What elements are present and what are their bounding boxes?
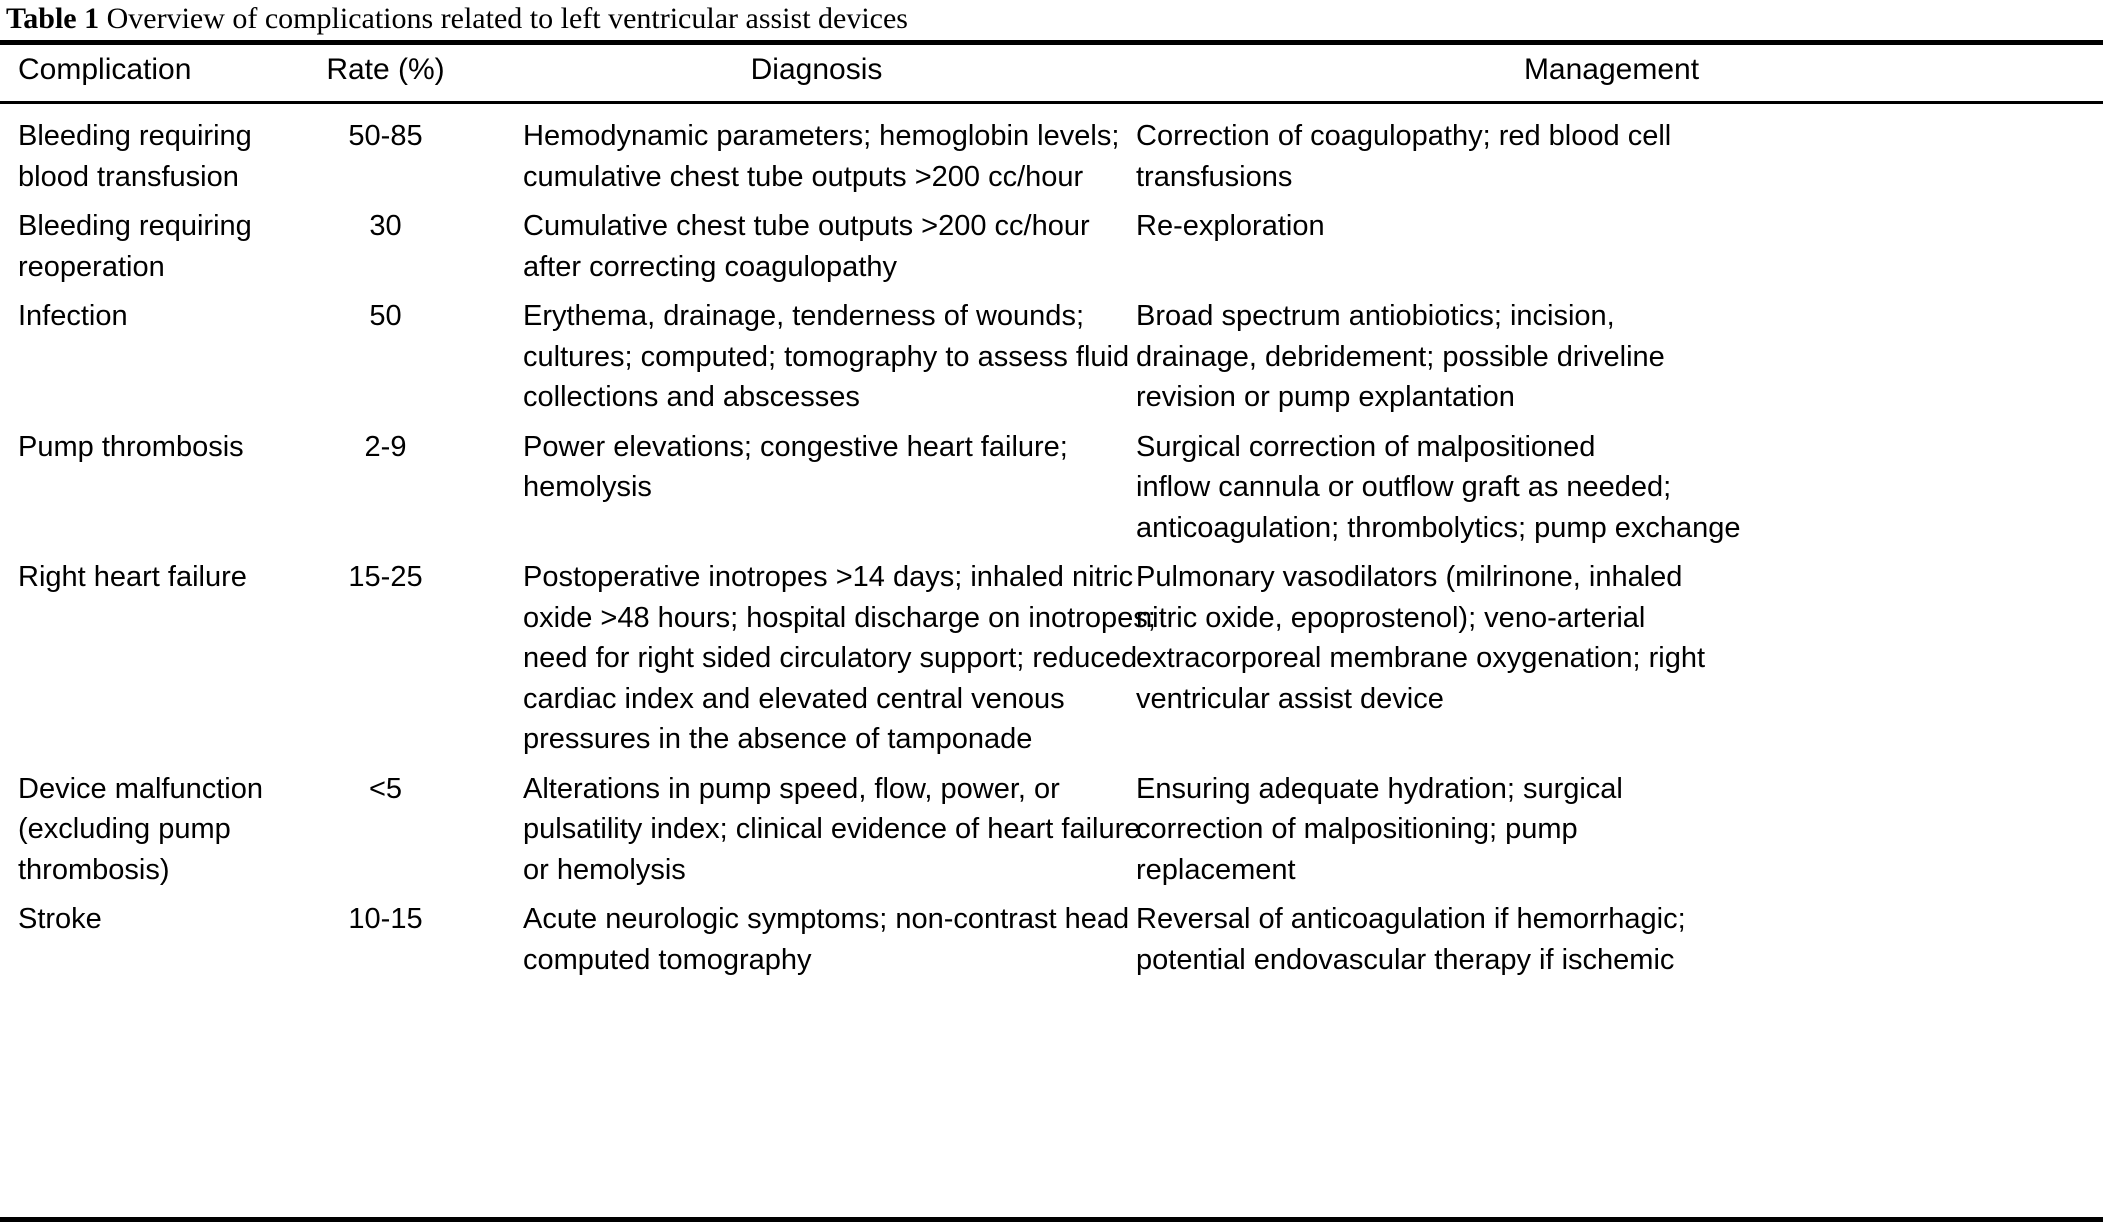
cell-line: transfusions <box>1136 160 1293 193</box>
cell-line: ventricular assist device <box>1136 682 1444 715</box>
table-cell-complication <box>0 418 258 549</box>
table-caption-label: Table 1 <box>6 2 100 35</box>
cell-line: Re-exploration <box>1136 210 1325 242</box>
cell-line: nitric oxide, epoprostenol); veno-arterial <box>1136 601 1646 634</box>
cell-line: after correcting coagulopathy <box>523 250 897 283</box>
table-cell-management <box>1120 760 2103 891</box>
table-cell-complication <box>0 760 263 891</box>
table-cell-management <box>1120 548 2103 760</box>
table-cell-complication <box>0 104 258 197</box>
table-row <box>0 197 2103 287</box>
table-cell-diagnosis <box>513 760 1141 891</box>
cell-line: Stroke <box>18 903 102 935</box>
cell-line: pulsatility index; clinical evidence of heart failure <box>523 813 1141 845</box>
cell-line: Ensuring adequate hydration; surgical <box>1136 772 1623 805</box>
table-cell-management <box>1120 197 2103 287</box>
cell-line: collections and abscesses <box>523 381 860 413</box>
column-header-complication: Complication <box>18 53 192 86</box>
table-cell-rate: 2-9 <box>364 430 407 463</box>
table-cell-diagnosis <box>513 287 1130 418</box>
table-bottom-rule <box>0 1217 2103 1222</box>
table-caption-text: Overview of complications related to left ventricular assist devices <box>106 2 908 35</box>
cell-line: potential endovascular therapy if ischemic <box>1136 943 1675 976</box>
column-header-management: Management <box>1523 53 1700 86</box>
cell-line: Pump thrombosis <box>18 430 244 463</box>
table-cell-diagnosis <box>513 418 1120 549</box>
table-cell-diagnosis <box>513 890 1130 980</box>
cell-line: (excluding pump <box>18 813 231 845</box>
table-cell-management <box>1120 287 2103 418</box>
table-cell-rate: <5 <box>368 772 403 805</box>
cell-line: correction of malpositioning; pump <box>1136 813 1578 845</box>
table-cell-rate: 10-15 <box>348 903 423 935</box>
table-cell-diagnosis <box>513 197 1120 287</box>
cell-line: Bleeding requiring <box>18 210 252 242</box>
table-cell-complication <box>0 197 258 287</box>
cell-line: drainage, debridement; possible driveline <box>1136 340 1665 373</box>
table-row <box>0 548 2103 760</box>
cell-line: cumulative chest tube outputs >200 cc/hour <box>523 160 1084 193</box>
table-cell-rate: 15-25 <box>348 561 423 593</box>
cell-line: computed tomography <box>523 943 812 976</box>
cell-line: cardiac index and elevated central venous <box>523 682 1065 715</box>
cell-line: Surgical correction of malpositioned <box>1136 430 1596 463</box>
cell-line: cultures; computed; tomography to assess fluid <box>523 340 1130 373</box>
cell-line: revision or pump explantation <box>1136 381 1515 413</box>
table-cell-management <box>1120 104 2103 197</box>
table-row <box>0 760 2103 891</box>
cell-line: oxide >48 hours; hospital discharge on inotropes; <box>523 601 1156 634</box>
table-cell-management <box>1120 418 2103 549</box>
cell-line: Bleeding requiring <box>18 120 252 152</box>
cell-line: Pulmonary vasodilators (milrinone, inhaled <box>1136 561 1683 593</box>
cell-line: Alterations in pump speed, flow, power, or <box>523 772 1060 805</box>
cell-line: extracorporeal membrane oxygenation; right <box>1136 642 1706 674</box>
table-header-row <box>0 45 2103 103</box>
cell-line: Right heart failure <box>18 561 247 593</box>
table-cell-rate: 30 <box>369 210 402 242</box>
cell-line: Acute neurologic symptoms; non-contrast head <box>523 903 1130 935</box>
cell-line: anticoagulation; thrombolytics; pump exchange <box>1136 511 1741 544</box>
table-cell-complication <box>0 548 258 760</box>
cell-line: Correction of coagulopathy; red blood cell <box>1136 120 1672 152</box>
cell-line: Hemodynamic parameters; hemoglobin levels; <box>523 120 1120 152</box>
cell-line: thrombosis) <box>18 853 170 886</box>
cell-line: reoperation <box>18 250 165 283</box>
table-row <box>0 890 2103 980</box>
cell-line: blood transfusion <box>18 160 239 193</box>
cell-line: need for right sided circulatory support; reduced <box>523 642 1138 674</box>
table-row <box>0 287 2103 418</box>
cell-line: inflow cannula or outflow graft as needed; <box>1136 471 1672 503</box>
table-cell-rate: 50-85 <box>348 120 423 152</box>
table-caption <box>0 0 2103 40</box>
cell-line: Cumulative chest tube outputs >200 cc/hour <box>523 210 1090 242</box>
cell-line: Device malfunction <box>18 772 263 805</box>
cell-line: hemolysis <box>523 471 652 503</box>
cell-line: Infection <box>18 300 128 332</box>
table-cell-management <box>1120 890 2103 980</box>
cell-line: Power elevations; congestive heart failure; <box>523 430 1068 463</box>
table-body <box>0 103 2103 981</box>
table-cell-diagnosis <box>513 548 1156 760</box>
table-cell-rate: 50 <box>369 300 402 332</box>
table-cell-complication <box>0 890 258 980</box>
table-header <box>0 45 2103 103</box>
complications-table <box>0 45 2103 980</box>
column-header-rate: Rate (%) <box>326 53 445 86</box>
table-row <box>0 418 2103 549</box>
table-cell-diagnosis <box>513 104 1120 197</box>
cell-line: Reversal of anticoagulation if hemorrhagic; <box>1136 903 1686 935</box>
cell-line: replacement <box>1136 853 1296 886</box>
table-cell-complication <box>0 287 258 418</box>
cell-line: pressures in the absence of tamponade <box>523 723 1033 755</box>
cell-line: or hemolysis <box>523 853 686 886</box>
cell-line: Broad spectrum antiobiotics; incision, <box>1136 300 1615 332</box>
table-row <box>0 104 2103 197</box>
column-header-diagnosis: Diagnosis <box>750 53 883 86</box>
cell-line: Erythema, drainage, tenderness of wounds; <box>523 300 1084 332</box>
cell-line: Postoperative inotropes >14 days; inhaled nitric <box>523 561 1134 593</box>
